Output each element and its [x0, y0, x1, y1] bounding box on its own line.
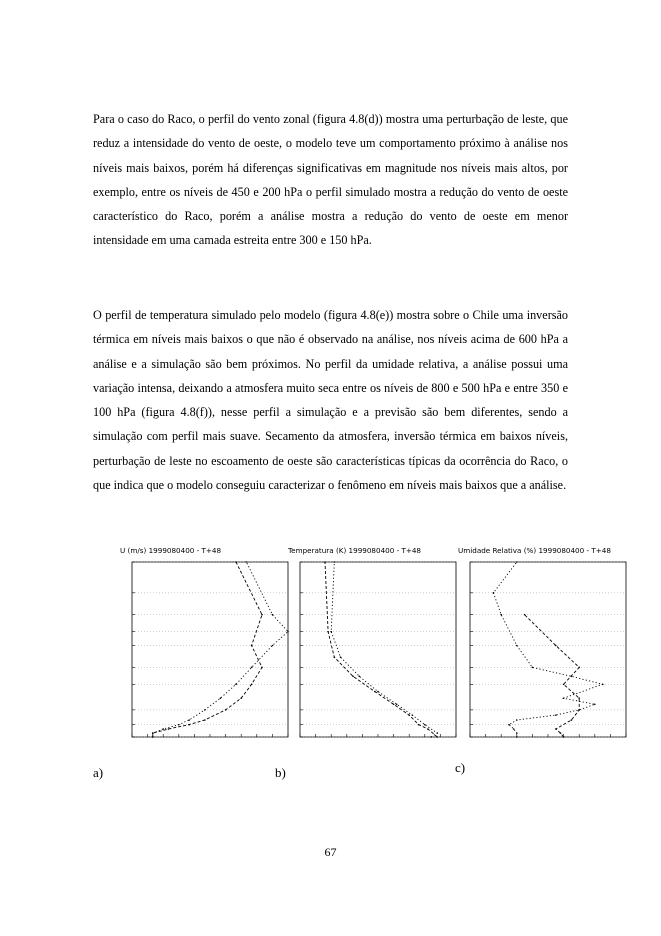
data-point	[225, 709, 227, 711]
data-point	[251, 645, 253, 647]
data-point	[578, 697, 580, 699]
data-point	[524, 614, 526, 616]
data-point	[204, 709, 206, 711]
paragraph-raco-zonal-wind: Para o caso do Raco, o perfil do vento zonal (figura 4.8(d)) mostra uma perturbação de leste, que reduz a intensidade do vento de oeste, o modelo teve um comportamento próximo à análise nos níveis mais baixos, porém há diferenças significativas em magnitude nos níveis mais altos, por exemplo, entre os níveis de 450 e 200 hPa o perfil simulado mostra a redução do vento de oeste característico do Raco, porém a análise mostra a redução do vento de oeste em menor intensidade em uma camada estreita entre 300 e 150 hPa.	[93, 112, 568, 248]
data-point	[493, 592, 495, 594]
data-point	[555, 645, 557, 647]
data-point	[578, 709, 580, 711]
data-point	[427, 728, 429, 730]
data-point	[235, 561, 237, 563]
data-point	[324, 561, 326, 563]
data-point	[261, 667, 263, 669]
data-point	[188, 719, 190, 721]
data-point	[563, 697, 565, 699]
data-point	[393, 703, 395, 705]
data-point	[168, 728, 170, 730]
data-point	[188, 724, 190, 726]
figure-title: Temperatura (K) 1999080400 - T+48	[288, 546, 422, 555]
data-point	[152, 736, 154, 738]
data-point	[352, 676, 354, 678]
chart-relative-humidity	[458, 552, 633, 744]
data-point	[396, 703, 398, 705]
data-point	[436, 732, 438, 734]
data-point	[508, 724, 510, 726]
data-point	[532, 667, 534, 669]
data-point	[251, 684, 253, 686]
data-point	[516, 645, 518, 647]
data-point	[513, 728, 515, 730]
plot-frame	[300, 562, 456, 737]
data-point	[412, 714, 414, 716]
data-point	[516, 732, 518, 734]
series-line-2	[153, 562, 262, 737]
data-point	[246, 561, 248, 563]
data-point	[516, 719, 518, 721]
figure-label-b: b)	[275, 765, 286, 780]
data-point	[516, 736, 518, 738]
data-point	[500, 614, 502, 616]
chart-temperature	[288, 552, 463, 744]
data-point	[261, 614, 263, 616]
figure-zonal-wind-profile	[120, 546, 295, 744]
data-point	[220, 697, 222, 699]
figure-label-a: a)	[93, 765, 104, 780]
data-point	[235, 684, 237, 686]
data-point	[594, 703, 596, 705]
series-line-1	[331, 562, 437, 737]
data-point	[560, 732, 562, 734]
figure-title: Umidade Relativa (%) 1999080400 - T+48	[458, 546, 611, 555]
data-point	[424, 724, 426, 726]
data-point	[602, 684, 604, 686]
data-point	[578, 667, 580, 669]
figure-relative-humidity-profile	[458, 546, 633, 744]
series-line-1	[493, 562, 602, 737]
data-point	[516, 561, 518, 563]
data-point	[571, 719, 573, 721]
plot-frame	[470, 562, 626, 737]
figure-temperature-profile	[288, 546, 463, 744]
data-point	[204, 719, 206, 721]
data-point	[272, 645, 274, 647]
data-point	[563, 736, 565, 738]
data-point	[340, 656, 342, 658]
data-point	[162, 728, 164, 730]
data-point	[152, 732, 154, 734]
data-point	[374, 691, 376, 693]
data-point	[240, 697, 242, 699]
data-point	[178, 724, 180, 726]
data-point	[272, 614, 274, 616]
data-point	[408, 714, 410, 716]
paragraph-temperature-humidity: O perfil de temperatura simulado pelo modelo (figura 4.8(e)) mostra sobre o Chile uma inversão térmica em níveis mais baixos o que não é observado na análise, nos níveis acima de 600 hPa a análise e a simulação são bem próximos. No perfil da umidade relativa, a análise possui uma variação intensa, deixando a atmosfera muito seca entre os níveis de 800 e 500 hPa e entre 350 e 100 hPa (figura 4.8(f)), nesse perfil a simulação e a previsão são bem diferentes, sendo a simulação com perfil mais suave. Secamento da atmosfera, inversão térmica em baixos níveis, perturbação de leste no escoamento de oeste são características típicas da ocorrência do Raco, o que indica que o modelo conseguiu caracterizar o fenômeno em níveis mais baixos que a análise.	[93, 308, 568, 493]
data-point	[563, 684, 565, 686]
data-point	[418, 724, 420, 726]
chart-zonal-wind	[120, 552, 295, 744]
data-point	[436, 736, 438, 738]
data-point	[334, 656, 336, 658]
page-number: 67	[324, 845, 337, 859]
series-line-2	[325, 562, 437, 737]
figure-label-c: c)	[455, 760, 466, 775]
data-point	[430, 736, 432, 738]
figure-title: U (m/s) 1999080400 - T+48	[120, 546, 222, 555]
plot-frame	[132, 562, 288, 737]
data-point	[555, 728, 557, 730]
data-point	[330, 631, 332, 633]
data-point	[555, 714, 557, 716]
data-point	[327, 631, 329, 633]
data-point	[251, 667, 253, 669]
series-line-2	[525, 615, 580, 737]
data-point	[334, 561, 336, 563]
data-point	[358, 676, 360, 678]
series-line-1	[153, 562, 288, 737]
data-point	[377, 691, 379, 693]
